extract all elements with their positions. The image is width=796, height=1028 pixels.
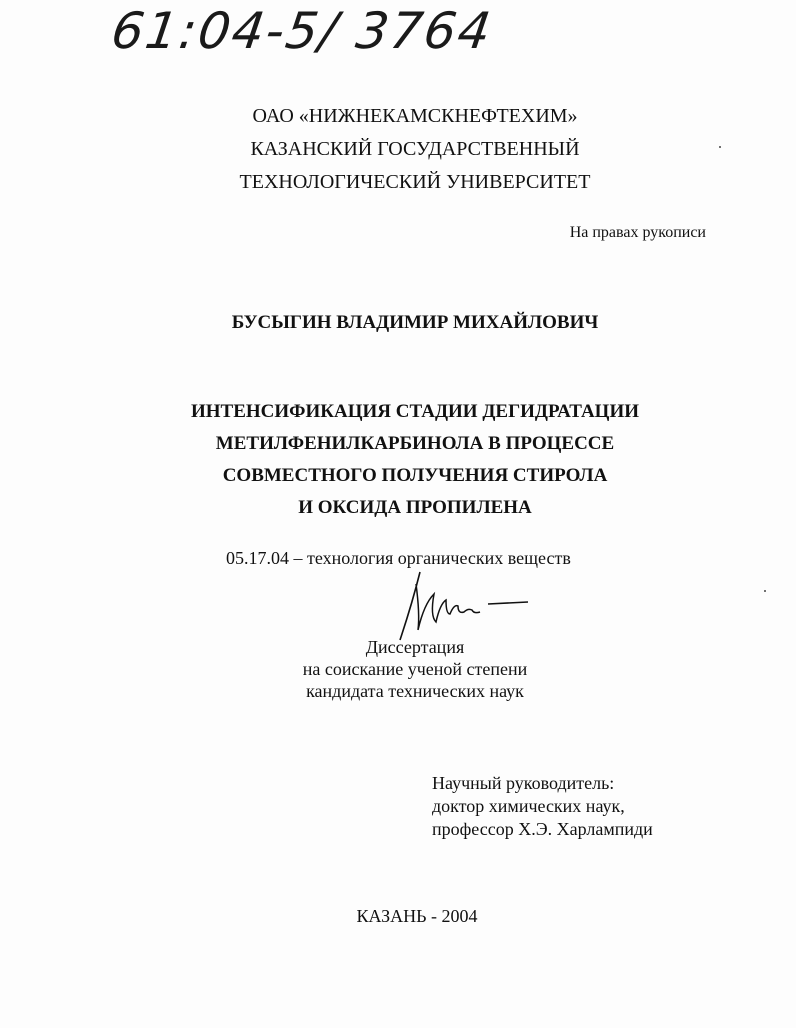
advisor-block <box>432 772 653 841</box>
dissertation-title <box>0 396 796 524</box>
organization-line: КАЗАНСКИЙ ГОСУДАРСТВЕННЫЙ <box>250 138 580 160</box>
scan-speck <box>764 590 766 592</box>
signature-mark <box>390 564 530 644</box>
degree-line: Диссертация <box>365 637 465 657</box>
title-line: ИНТЕНСИФИКАЦИЯ СТАДИИ ДЕГИДРАТАЦИИ <box>190 401 640 422</box>
archive-code: 61:04-5/ 3764 <box>107 2 497 60</box>
title-line: МЕТИЛФЕНИЛКАРБИНОЛА В ПРОЦЕССЕ <box>215 433 615 454</box>
organization-line: ОАО «НИЖНЕКАМСКНЕФТЕХИМ» <box>252 105 578 127</box>
title-line: И ОКСИДА ПРОПИЛЕНА <box>298 497 532 518</box>
organization-line: ТЕХНОЛОГИЧЕСКИЙ УНИВЕРСИТЕТ <box>239 171 591 193</box>
degree-line: кандидата технических наук <box>306 681 524 701</box>
advisor-line: профессор Х.Э. Харлампиди <box>432 819 653 839</box>
scan-speck <box>719 146 721 148</box>
rights-note: На правах рукописи <box>569 224 706 241</box>
advisor-line: доктор химических наук, <box>432 796 625 816</box>
title-line: СОВМЕСТНОГО ПОЛУЧЕНИЯ СТИРОЛА <box>222 465 608 486</box>
specialty-code: 05.17.04 – технология органических веществ <box>226 548 571 568</box>
degree-line: на соискание ученой степени <box>302 659 528 679</box>
organization-block <box>0 100 796 199</box>
degree-block <box>0 636 796 702</box>
city-year: КАЗАНЬ - 2004 <box>356 906 478 926</box>
author-name: БУСЫГИН ВЛАДИМИР МИХАЙЛОВИЧ <box>231 312 599 333</box>
advisor-line: Научный руководитель: <box>432 773 615 793</box>
